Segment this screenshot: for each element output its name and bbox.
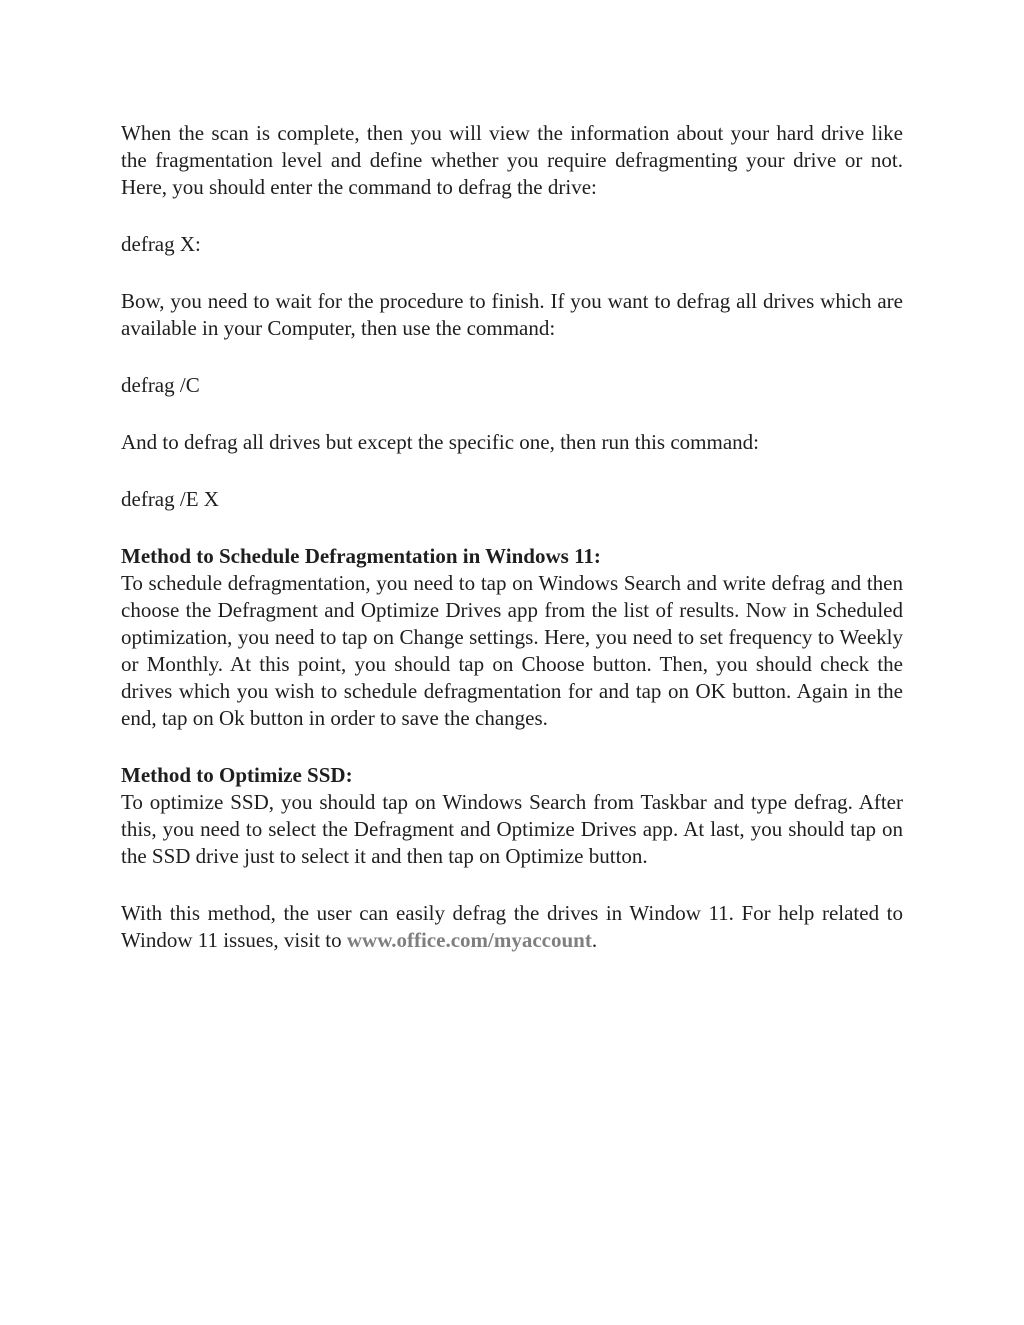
paragraph-except-specific: And to defrag all drives but except the specific one, then run this command:: [121, 430, 759, 454]
paragraph-wait-finish: Bow, you need to wait for the procedure to finish. If you want to defrag all drives which are available in your Computer, then use the command:: [121, 289, 903, 340]
ssd-section-body: To optimize SSD, you should tap on Windows Search from Taskbar and type defrag. After this, you need to select the Defragment and Optimize Drives app. At last, you should tap on the SSD drive just to select it and then tap on Optimize button.: [121, 790, 903, 868]
command-defrag-x: defrag X:: [121, 232, 201, 256]
command-defrag-e: defrag /E X: [121, 487, 219, 511]
ssd-section-heading: Method to Optimize SSD:: [121, 763, 353, 787]
document-page: [121, 120, 903, 984]
closing-paragraph: [121, 900, 903, 954]
office-account-link[interactable]: www.office.com/myaccount: [346, 928, 592, 952]
schedule-section-body: To schedule defragmentation, you need to tap on Windows Search and write defrag and then choose the Defragment and Optimize Drives app from the list of results. Now in Scheduled optimization, you need to tap on Change settings. Here, you need to set frequency to Weekly or Monthly. At this point, you should tap on Choose button. Then, you should check the drives which you wish to schedule defragmentation for and tap on OK button. Again in the end, tap on Ok button in order to save the changes.: [121, 571, 903, 730]
closing-period: .: [591, 928, 598, 952]
command-defrag-c: defrag /C: [121, 373, 200, 397]
closing-text: With this method, the user can easily defrag the drives in Window 11. For help related to Window 11 issues, visit to: [121, 901, 903, 952]
schedule-section-heading: Method to Schedule Defragmentation in Windows 11:: [121, 544, 601, 568]
paragraph-scan-complete: When the scan is complete, then you will view the information about your hard drive like the fragmentation level and define whether you require defragmenting your drive or not. Here, you should enter the command to defrag the drive:: [121, 121, 903, 199]
